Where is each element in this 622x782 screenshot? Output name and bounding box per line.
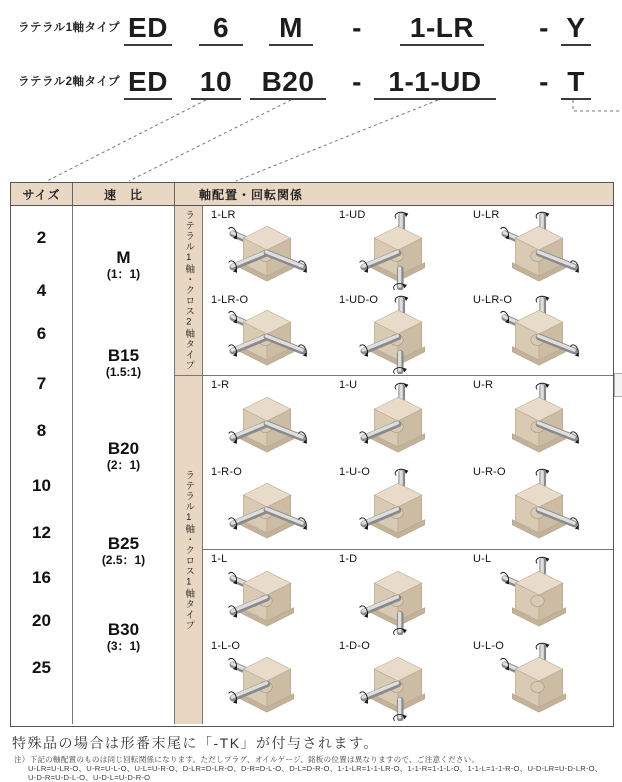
arrangement-code: 1-D [339, 553, 358, 565]
strip-lateral1-cross1 [175, 376, 202, 724]
gearbox-icon [339, 294, 457, 374]
ratio-item [73, 346, 174, 380]
arrangement-code: 1-R [211, 379, 230, 391]
gearbox-icon [208, 210, 326, 290]
arrangement-code: 1-LR-O [211, 293, 249, 306]
table-header-row [11, 183, 613, 206]
gearbox-illustration [465, 463, 613, 550]
footnote-line: U-D-R=U-D-L-O、U-D-L=U-D-R-O [28, 773, 151, 782]
arrangement-code: U-LR [473, 209, 500, 221]
gearbox-illustration [331, 291, 465, 376]
arrangement-code: U-R-O [473, 465, 506, 478]
model-segment: 1-1-UD [374, 66, 496, 100]
gearbox-icon [339, 467, 457, 547]
header-ratio: 速 比 [73, 183, 175, 205]
arrangement-section-1 [203, 206, 613, 376]
special-product-note: 特殊品の場合は形番末尾に「-TK」が付与されます。 [12, 735, 379, 751]
size-value: 25 [32, 658, 51, 677]
arrangement-code: 1-U [339, 379, 358, 391]
ratio-item [73, 248, 174, 282]
size-value: 2 [36, 228, 47, 247]
gearbox-illustration [203, 550, 331, 637]
arrangement-code: U-L [473, 553, 492, 565]
ratio-item [73, 439, 174, 473]
gearbox-icon [339, 555, 457, 635]
model-row-1 [0, 12, 622, 58]
arrangement-code: 1-LR [211, 209, 236, 221]
ratio-item [73, 534, 174, 568]
ratio-code: B25 [107, 534, 140, 553]
gearbox-illustration [203, 376, 331, 463]
gearbox-illustration [203, 463, 331, 550]
type-label-strip [175, 206, 203, 724]
gearbox-icon [208, 641, 326, 721]
gearbox-icon [480, 641, 598, 721]
footnote-line: U-LR=U-LR-O、U-R=U-L-O、U-L=U-R-O、D-LR=D-LR-O、D-R=D-L-O、D-L=D-R-O、1-1-LR=1-1-LR-O、1-1-R=1-1-L-O、1-1-L=1-1-R-O、U-D-LR=U-D-LR-O、 [28, 764, 603, 773]
arrangement-code: U-R [473, 379, 494, 391]
vertical-label-2: ラテラル1軸・クロス1軸タイプ [183, 469, 195, 631]
table-body [11, 206, 613, 724]
model-segment: B20 [250, 66, 326, 100]
model-segment: ED [124, 66, 172, 100]
size-value: 6 [36, 324, 47, 343]
ratio-value: (2.5：1) [101, 553, 146, 567]
gearbox-illustration [331, 463, 465, 550]
size-value: 16 [32, 568, 51, 587]
size-value: 20 [32, 611, 51, 630]
gearbox-icon [339, 641, 457, 721]
ratio-value: (1.5:1) [105, 365, 142, 379]
gearbox-icon [480, 210, 598, 290]
gearbox-icon [339, 210, 457, 290]
model-type-label: ラテラル1軸タイプ [18, 22, 120, 34]
model-segment: ED [124, 12, 172, 46]
size-value: 10 [32, 476, 51, 495]
size-value: 8 [36, 421, 47, 440]
model-segment: T [561, 66, 591, 100]
ratio-column [73, 206, 175, 724]
gearbox-illustration [465, 550, 613, 637]
footnote-block [14, 755, 603, 782]
arrangement-code: 1-D-O [339, 639, 370, 652]
model-dash: - [539, 12, 549, 43]
arrangement-code: 1-UD [339, 209, 366, 221]
gearbox-illustration [331, 637, 465, 724]
model-segment: Y [561, 12, 591, 46]
arrangement-code: 1-UD-O [339, 293, 379, 306]
illustration-grid [203, 206, 613, 724]
gearbox-illustration [203, 291, 331, 376]
gearbox-illustration [331, 206, 465, 291]
size-value: 7 [36, 374, 47, 393]
model-type-label: ラテラル2軸タイプ [18, 76, 120, 88]
header-arrangement: 軸配置・回転関係 [175, 183, 613, 205]
model-segment: 1-LR [400, 12, 484, 46]
model-row-2 [0, 66, 622, 112]
size-value: 12 [32, 523, 51, 542]
gearbox-illustration [203, 637, 331, 724]
header-size: サイズ [11, 183, 73, 205]
ratio-code: B30 [107, 620, 140, 639]
ratio-item [73, 620, 174, 654]
model-dash: - [352, 66, 362, 97]
gearbox-icon [208, 555, 326, 635]
shaft-arrangement-table [10, 182, 614, 727]
model-dash: - [352, 12, 362, 43]
model-number-legend [0, 0, 622, 205]
ratio-code: B15 [107, 346, 140, 365]
gearbox-icon [480, 381, 598, 461]
gearbox-illustration [465, 291, 613, 376]
gearbox-illustration [331, 550, 465, 637]
footnote-line: 注）下記の軸配置のものは同じ回転関係になります。ただしプラグ、オイルゲージ、銘板の位置は異なりますので、ご注意ください。 [14, 755, 480, 764]
ratio-value: (3：1) [106, 639, 141, 653]
size-value: 4 [36, 281, 47, 300]
vertical-label-1: ラテラル1軸・クロス2軸タイプ [183, 210, 195, 371]
ratio-code: B20 [107, 439, 140, 458]
ratio-value: (2：1) [106, 458, 141, 472]
arrangement-code: 1-L-O [211, 639, 241, 652]
gearbox-icon [480, 555, 598, 635]
arrangement-code: 1-R-O [211, 465, 242, 478]
gearbox-icon [480, 294, 598, 374]
arrangement-code: 1-L [211, 553, 228, 565]
model-segment: M [269, 12, 313, 46]
gearbox-illustration [465, 376, 613, 463]
size-column [11, 206, 73, 724]
gearbox-illustration [465, 637, 613, 724]
arrangement-code: 1-U-O [339, 465, 370, 478]
gearbox-illustration [465, 206, 613, 291]
page-edge-artifact [614, 373, 622, 397]
arrangement-code: U-L-O [473, 639, 504, 652]
arrangement-section-3 [203, 550, 613, 723]
gearbox-illustration [203, 206, 331, 291]
model-dash: - [539, 66, 549, 97]
gearbox-icon [208, 467, 326, 547]
gearbox-icon [208, 294, 326, 374]
gearbox-icon [339, 381, 457, 461]
gearbox-illustration [331, 376, 465, 463]
strip-lateral1-cross2 [175, 206, 202, 376]
ratio-value: (1：1) [106, 267, 141, 281]
model-segment: 6 [199, 12, 243, 46]
arrangement-section-2 [203, 376, 613, 550]
ratio-code: M [116, 248, 131, 267]
gearbox-icon [208, 381, 326, 461]
arrangement-code: U-LR-O [473, 293, 513, 306]
gearbox-icon [480, 467, 598, 547]
model-segment: 10 [191, 66, 241, 100]
